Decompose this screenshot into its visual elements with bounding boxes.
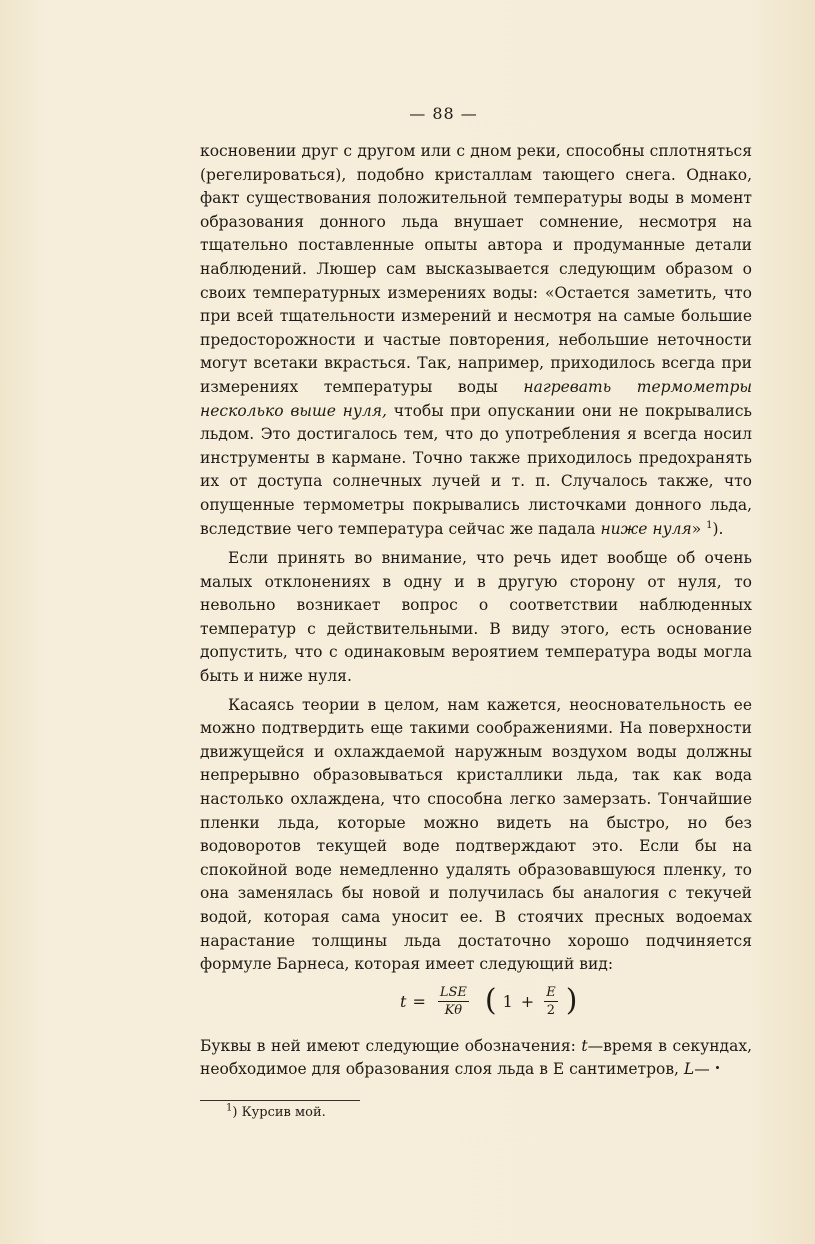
text-run: чтобы при опускании они не покрывались льдом. Это достигалось тем, что до употребления я всегда носил инструменты в кармане. Точно также приходилось предохранять их от доступа солнечных лучей и т. п. Случалось также, что опущенные термометры покрывались листочками донного льда, вследствие чего температура сейчас же падала — [200, 401, 752, 538]
text-run: Если принять во внимание, что речь идет вообще об очень малых отклонениях в одну и в другую сторону от нуля, то невольно возникает вопрос о соответствии наблюденных температур с действительными. В виду этого, есть основание допустить, что с одинаковым вероятием температура воды могла быть и ниже нуля. — [200, 549, 752, 686]
formula-left-paren: ( — [484, 983, 497, 1019]
formula-right-paren: ) — [565, 983, 578, 1019]
formula-fraction — [438, 985, 469, 1018]
formula-t: t — [400, 991, 407, 1011]
formula-numerator: LSE — [439, 984, 467, 1000]
paragraph-after-formula — [200, 1035, 752, 1082]
text-run: Буквы в ней имеют следующие обозначения: — [200, 1036, 582, 1055]
footnote-reference: 1 — [706, 519, 713, 531]
formula-one: 1 — [502, 991, 513, 1011]
formula-inner-denominator: 2 — [546, 1002, 556, 1018]
barnes-formula — [200, 979, 752, 1033]
footnote-text: ) Курсив мой. — [232, 1104, 326, 1120]
text-run: » — [691, 519, 707, 538]
paper-speck — [716, 1066, 719, 1069]
italic-text: ниже нуля — [600, 519, 692, 538]
italic-text: нагревать термометры несколько выше нуля, — [200, 377, 753, 420]
page-body — [200, 140, 752, 1123]
paragraph-3 — [200, 694, 752, 977]
text-run: ). — [712, 519, 724, 538]
formula-inner-fraction — [544, 985, 558, 1018]
formula-inner-numerator: E — [546, 984, 556, 1000]
page-number: — 88 — — [409, 104, 478, 123]
paragraph-1 — [200, 140, 752, 541]
footnote-mark: 1 — [226, 1102, 233, 1114]
text-run: — — [694, 1060, 710, 1079]
formula-equals: = — [412, 991, 426, 1011]
footnote-divider — [200, 1100, 360, 1101]
paragraph-2 — [200, 547, 752, 689]
text-run: косновении друг с другом или с дном реки, способны сплотняться (регелироваться), подобно кристаллам тающего снега. Однако, факт существования положительной температуры воды в момент образования донного льда внушает сомнение, несмотря на тщательно поставленные опыты автора и продуманные детали наблюдений. Люшер сам высказывается следующим образом о своих температурных измерениях воды: «Остается заметить, что при всей тщательности измерений и несмотря на самые большие предосторожности и частые повторения, небольшие неточности могут всетаки вкрасться. Так, например, приходилось всегда при измерениях температуры воды — [200, 142, 752, 396]
footnote — [200, 1103, 752, 1123]
text-run: —время в секундах, необходимое для образования слоя льда в E сантиметров, — [200, 1036, 752, 1079]
italic-text: L — [683, 1060, 695, 1079]
text-run: Касаясь теории в целом, нам кажется, неосновательность ее можно подтвердить еще такими соображениями. На поверхности движущейся и охлаждаемой наружным воздухом воды должны непрерывно образовываться кристаллики льда, так как вода настолько охлаждена, что способна легко замерзать. Тончайшие пленки льда, которые можно видеть на быстро, но без водоворотов текущей воде подтверждают это. Если бы на спокойной воде немедленно удалять образовавшуюся пленку, то она заменялась бы новой и получилась бы аналогия с текучей водой, которая сама уносит ее. В стоячих пресных водоемах нарастание толщины льда достаточно хорошо подчиняется формуле Барнеса, которая имеет следующий вид: — [200, 695, 752, 974]
italic-text: t — [581, 1036, 588, 1055]
formula-plus: + — [520, 991, 535, 1011]
formula-denominator: Kθ — [444, 1002, 463, 1018]
